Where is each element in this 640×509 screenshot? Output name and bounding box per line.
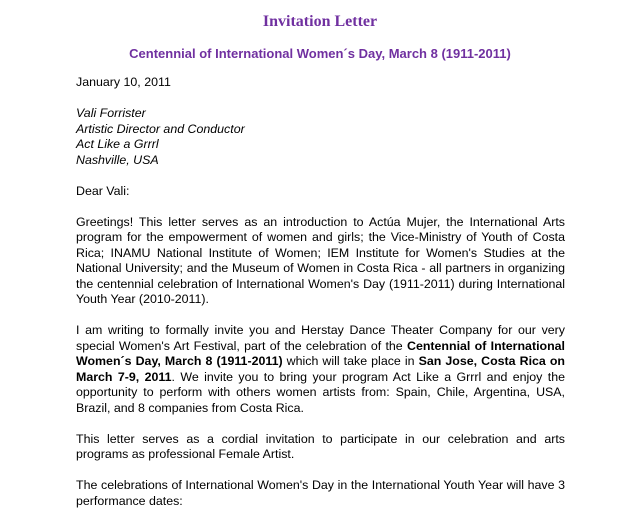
recipient-role: Artistic Director and Conductor	[76, 121, 245, 136]
paragraph-invitation-text-1: I am writing to formally invite you and Herstay Dance Theater Company for our very special Women's Art Festival, part of the celebration of the	[76, 323, 565, 353]
letter-subtitle: Centennial of International Women´s Day, March 8 (1911-2011)	[129, 46, 511, 61]
recipient-block	[76, 106, 565, 168]
salutation: Dear Vali:	[76, 183, 130, 198]
paragraph-performance-dates: The celebrations of International Women's Day in the International Youth Year will have 3 performance dates:	[76, 478, 565, 508]
recipient-organization: Act Like a Grrrl	[76, 137, 159, 151]
letter-date: January 10, 2011	[76, 75, 171, 89]
centennial-bold: Centennial of International Women´s Day, March 8 (1911-2011)	[76, 338, 565, 368]
recipient-name: Vali Forrister	[76, 106, 146, 120]
letter-title: Invitation Letter	[262, 13, 378, 30]
paragraph-invitation-text-3: . We invite you to bring your program Act Like a Grrrl and enjoy the opportunity to perform with others women artists from: Spain, Chile, Argentina, USA, Brazil, and 8 companies from Costa Rica.	[76, 369, 565, 415]
paragraph-invitation-text-2: which will take place in	[282, 354, 419, 368]
recipient-location: Nashville, USA	[76, 152, 159, 167]
letter-body	[76, 75, 565, 509]
venue-dates-bold: San Jose, Costa Rica on March 7-9, 2011	[76, 354, 565, 384]
paragraph-invitation	[76, 323, 565, 416]
paragraph-cordial: This letter serves as a cordial invitation to participate in our celebration and arts programs as professional Female Artist.	[76, 431, 565, 461]
paragraph-introduction: Greetings! This letter serves as an introduction to Actúa Mujer, the International Arts program for the empowerment of women and girls; the Vice-Ministry of Youth of Costa Rica; INAMU National Institute of Women; IEM Institute for Women's Studies at the National University; and the Museum of Women in Costa Rica - all partners in organizing the centennial celebration of International Women's Day (1911-2011) during International Youth Year (2010-2011).	[76, 214, 565, 306]
